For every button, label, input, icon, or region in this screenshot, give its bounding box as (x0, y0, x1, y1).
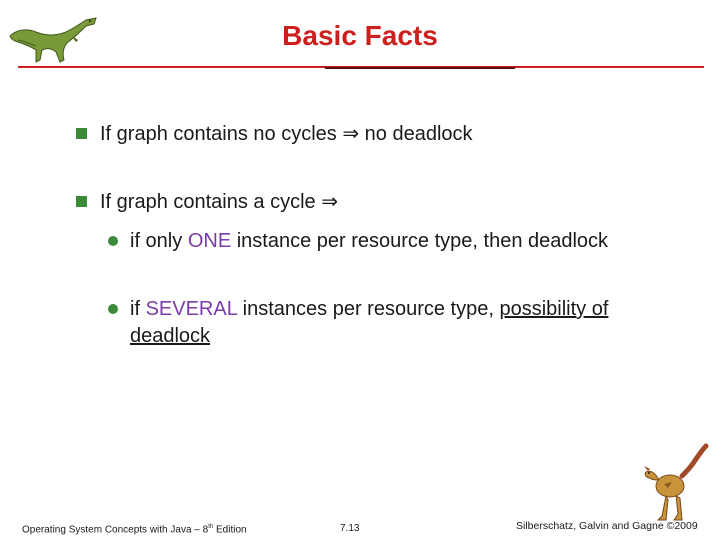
footer-page-number: 7.13 (340, 523, 360, 534)
round-bullet-icon (108, 304, 118, 314)
highlight-one: ONE (187, 230, 232, 252)
bullet-text: If graph contains no cycles (100, 123, 343, 145)
square-bullet-icon (76, 196, 87, 207)
subbullet-text: instance per resource type, then deadlock (231, 230, 609, 252)
subbullet-text: if only (130, 230, 188, 252)
underlined-possibility: possibility of deadlock (130, 298, 609, 347)
bullet-text: If graph contains a cycle (100, 191, 322, 213)
highlight-several: SEVERAL (145, 298, 238, 320)
footer-book-title: Operating System Concepts with Java – 8th Edition (22, 524, 247, 536)
bullet-text: no deadlock (359, 123, 473, 145)
square-bullet-icon (76, 128, 87, 139)
footer-copyright: Silberschatz, Galvin and Gagne ©2009 (516, 520, 698, 532)
implies-arrow-icon: ⇒ (321, 189, 338, 213)
subbullet-text: instances per resource type, (237, 298, 500, 320)
slide-title: Basic Facts (282, 20, 438, 51)
title-underline-accent (325, 67, 515, 69)
implies-arrow-icon: ⇒ (342, 121, 360, 145)
subbullet-text: if (130, 298, 146, 320)
dinosaur-mascot-icon (636, 440, 712, 526)
round-bullet-icon (108, 236, 118, 246)
